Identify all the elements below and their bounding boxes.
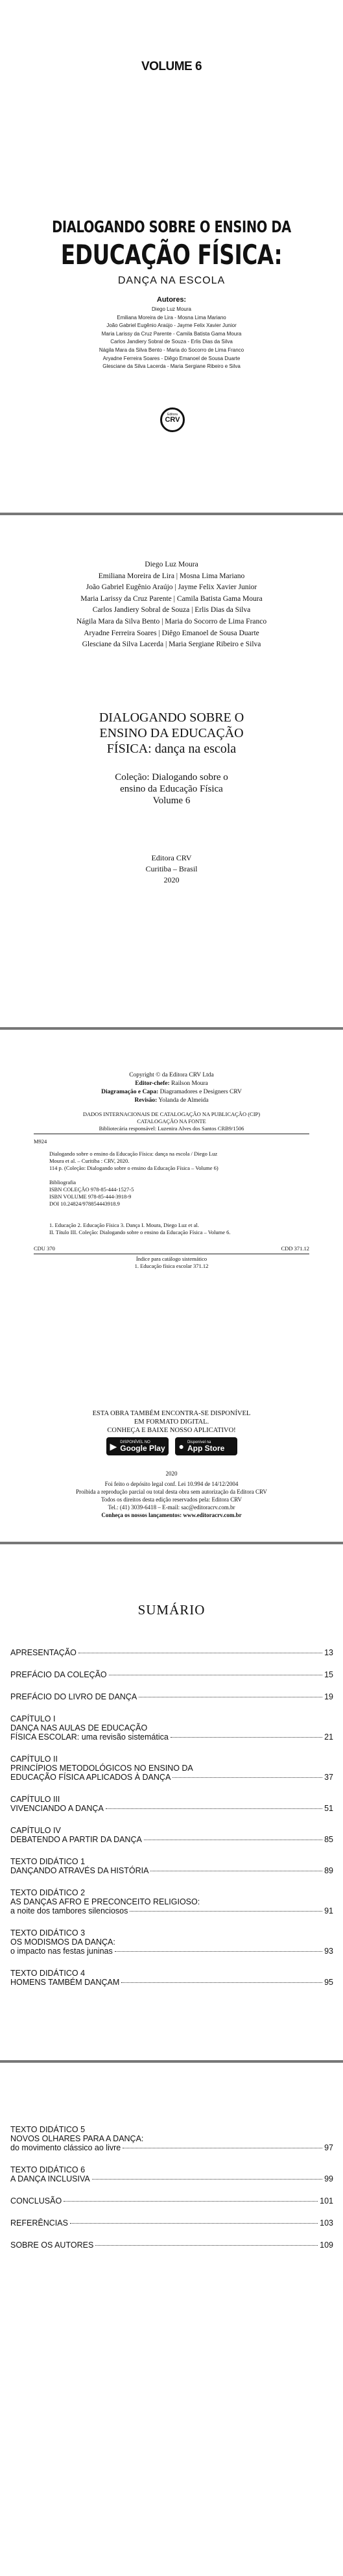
cdd-code: CDD 371.12 <box>281 1245 309 1252</box>
badge-small-text: Disponível na <box>187 1440 211 1444</box>
toc-entry[interactable] <box>10 2241 333 2250</box>
author-line: Aryadne Ferreira Soares - Diêgo Emanoel de Sousa Duarte <box>102 355 241 361</box>
copyright-line: Copyright © da Editora CRV Ltda <box>129 1072 214 1078</box>
toc-label: CAPÍTULO III <box>10 1795 60 1804</box>
toc-label: CAPÍTULO I <box>10 1714 56 1723</box>
toc-entry[interactable] <box>10 1648 333 1657</box>
author-line: Nágila Mara da Silva Bento - Maria do Socorro de Lima Franco <box>99 346 244 353</box>
toc-entry[interactable] <box>10 1857 333 1875</box>
catalog-header-line: CATALOGAÇÃO NA FONTE <box>137 1118 206 1124</box>
catalog-line: II. Título III. Coleção: Dialogando sobre o ensino da Educação Física – Volume 6. <box>49 1229 231 1235</box>
toc-label: TEXTO DIDÁTICO 5 <box>10 2125 86 2134</box>
author-line: Diego Luz Moura <box>145 561 198 568</box>
toc-label: HOMENS TAMBÉM DANÇAM <box>10 1978 120 1987</box>
toc-page-number: 19 <box>324 1692 333 1701</box>
toc-page-number: 51 <box>324 1804 333 1813</box>
catalog-record <box>34 1111 309 1270</box>
catalog-line: DOI 10.24824/978854443918.9 <box>49 1200 120 1207</box>
app-store-badges <box>0 1437 343 1455</box>
title-line: DIALOGANDO SOBRE O <box>99 711 244 725</box>
toc-page-number: 21 <box>324 1732 333 1742</box>
authors-list <box>0 559 343 651</box>
author-line: Carlos Jandiery Sobral de Souza | Erlis Dias da Silva <box>92 606 251 614</box>
legal-info <box>0 1470 343 1519</box>
toc-list <box>10 2125 333 2263</box>
dot-leader <box>64 2201 318 2202</box>
toc-entry[interactable] <box>10 1795 333 1813</box>
toc-label: CONCLUSÃO <box>10 2196 62 2205</box>
classification-row <box>34 1245 309 1252</box>
publisher-line: Editora CRV <box>151 853 192 862</box>
year-line: 2020 <box>165 1470 178 1477</box>
toc-page-number: 97 <box>324 2143 333 2152</box>
author-line: João Gabriel Eugênio Araújo - Jayme Felix Xavier Junior <box>106 322 237 329</box>
toc-page-number: 103 <box>320 2218 333 2228</box>
toc-label: VIVENCIANDO A DANÇA <box>10 1804 104 1813</box>
design-line <box>0 1088 343 1097</box>
dot-leader <box>92 2179 322 2180</box>
catalog-line: Dialogando sobre o ensino da Educação Física: dança na escola / Diego Luz <box>49 1150 218 1157</box>
title-line: ENSINO DA EDUCAÇÃO <box>99 726 244 740</box>
author-line: Diego Luz Moura <box>152 306 191 312</box>
author-line: João Gabriel Eugênio Araújo | Jayme Felix Xavier Junior <box>86 583 257 592</box>
toc-entry[interactable] <box>10 2218 333 2228</box>
toc-label: TEXTO DIDÁTICO 4 <box>10 1969 86 1978</box>
digital-notice <box>0 1409 343 1435</box>
catalog-header-line: DADOS INTERNACIONAIS DE CATALOGAÇÃO NA PUBLICAÇÃO (CIP) <box>82 1111 261 1117</box>
toc-page-number: 95 <box>324 1978 333 1987</box>
author-line: Glesciane da Silva Lacerda | Maria Sergiane Ribeiro e Silva <box>82 640 261 649</box>
legal-line: Proibida a reprodução parcial ou total desta obra sem autorização da Editora CRV <box>76 1488 267 1495</box>
toc-page-number: 13 <box>324 1648 333 1657</box>
editor-line <box>0 1080 343 1088</box>
credits <box>0 1071 343 1105</box>
review-name: Yolanda de Almeida <box>158 1097 209 1104</box>
dot-leader <box>130 1911 322 1912</box>
publisher-info <box>0 853 343 886</box>
review-label: Revisão: <box>134 1097 158 1104</box>
book-title-line1: DIALOGANDO SOBRE O ENSINO DA <box>52 217 291 236</box>
dot-leader <box>106 1808 322 1809</box>
review-line <box>0 1097 343 1105</box>
publisher-line: Curitiba – Brasil <box>145 864 198 873</box>
design-name: Diagramadores e Designers CRV <box>160 1089 242 1095</box>
toc-entry[interactable] <box>10 2196 333 2205</box>
legal-line: Todos os direitos desta edição reservados pela: Editora CRV <box>101 1496 242 1503</box>
title-page <box>0 0 343 513</box>
authors-heading: Autores: <box>156 296 187 304</box>
logo-main-text: CRV <box>165 416 180 424</box>
contact-line: Tel.: (41) 3039-6418 – E-mail: sac@editoracrv.com.br <box>108 1504 235 1511</box>
play-icon: ▶ <box>110 1440 117 1452</box>
toc-label: DANÇA NAS AULAS DE EDUCAÇÃO <box>10 1723 148 1732</box>
toc-label: TEXTO DIDÁTICO 6 <box>10 2165 86 2174</box>
toc-page-continued <box>0 2063 343 2576</box>
author-line: Emiliana Moreira de Lira - Mosna Lima Mariano <box>117 314 226 321</box>
author-line: Glesciane da Silva Lacerda - Maria Sergiane Ribeiro e Silva <box>102 363 241 370</box>
notice-line: EM FORMATO DIGITAL. <box>134 1418 209 1426</box>
toc-label: AS DANÇAS AFRO E PRECONCEITO RELIGIOSO: <box>10 1897 200 1906</box>
dot-leader <box>115 1951 322 1952</box>
publisher-logo <box>160 407 185 432</box>
badge-big-text: Google Play <box>120 1444 165 1453</box>
toc-page-number: 109 <box>320 2241 333 2250</box>
toc-entry[interactable] <box>10 2125 333 2152</box>
toc-page-number: 99 <box>324 2174 333 2183</box>
badge-small-text: DISPONÍVEL NO <box>120 1440 150 1444</box>
apple-icon: ● <box>178 1441 184 1452</box>
toc-label: REFERÊNCIAS <box>10 2218 68 2228</box>
toc-label: EDUCAÇÃO FÍSICA APLICADOS À DANÇA <box>10 1773 171 1782</box>
catalog-body <box>34 1150 309 1236</box>
catalog-line: 114 p. (Coleção: Dialogando sobre o ensino da Educação Física – Volume 6) <box>49 1165 219 1171</box>
toc-label: PRINCÍPIOS METODOLÓGICOS NO ENSINO DA <box>10 1764 193 1773</box>
copyright-page <box>0 1030 343 1542</box>
toc-label: TEXTO DIDÁTICO 3 <box>10 1928 86 1938</box>
toc-page-number: 89 <box>324 1866 333 1875</box>
toc-entry[interactable] <box>10 1928 333 1956</box>
toc-entry[interactable] <box>10 1670 333 1679</box>
toc-entry[interactable] <box>10 1888 333 1915</box>
toc-page-number: 85 <box>324 1835 333 1844</box>
dot-leader <box>171 1737 322 1738</box>
inner-title-page <box>0 515 343 1027</box>
toc-list <box>10 1648 333 2000</box>
catalog-line <box>49 1208 309 1222</box>
index-info <box>34 1256 309 1270</box>
collection-line: Volume 6 <box>152 796 191 806</box>
toc-label: NOVOS OLHARES PARA A DANÇA: <box>10 2134 144 2143</box>
legal-line: Foi feito o depósito legal conf. Lei 10.994 de 14/12/2004 <box>104 1481 239 1487</box>
toc-label: A DANÇA INCLUSIVA <box>10 2174 90 2183</box>
author-line: Nágila Mara da Silva Bento | Maria do Socorro de Lima Franco <box>76 617 267 626</box>
design-label: Diagramação e Capa: <box>101 1089 159 1095</box>
toc-label: o impacto nas festas juninas <box>10 1947 113 1956</box>
app-store-badge[interactable] <box>175 1437 237 1455</box>
toc-entry[interactable] <box>10 1969 333 1987</box>
toc-label: DEBATENDO A PARTIR DA DANÇA <box>10 1835 142 1844</box>
book-title <box>0 710 343 757</box>
toc-entry[interactable] <box>10 2165 333 2183</box>
catalog-line: Bibliografia <box>49 1179 77 1185</box>
book-subtitle: DANÇA NA ESCOLA <box>117 275 226 286</box>
author-line: Maria Larissy da Cruz Parente - Camila Batista Gama Moura <box>101 330 242 337</box>
editor-name: Railson Moura <box>171 1080 208 1087</box>
toc-page-number: 37 <box>324 1773 333 1782</box>
toc-label: PREFÁCIO DA COLEÇÃO <box>10 1670 107 1679</box>
toc-label: TEXTO DIDÁTICO 2 <box>10 1888 86 1897</box>
book-title-line2: EDUCAÇÃO FÍSICA: <box>60 239 283 271</box>
badge-big-text: App Store <box>187 1444 225 1453</box>
catalog-code: M924 <box>34 1138 47 1145</box>
collection-line: ensino da Educação Física <box>120 784 223 794</box>
toc-label: DANÇANDO ATRAVÉS DA HISTÓRIA <box>10 1866 149 1875</box>
author-line: Maria Larissy da Cruz Parente | Camila Batista Gama Moura <box>80 594 263 603</box>
collection-info <box>0 772 343 807</box>
toc-label: APRESENTAÇÃO <box>10 1648 77 1657</box>
toc-entry[interactable] <box>10 1714 333 1742</box>
toc-label: CAPÍTULO II <box>10 1755 58 1764</box>
toc-entry[interactable] <box>10 1692 333 1701</box>
logo-top-text: Editora <box>167 413 178 417</box>
toc-entry[interactable] <box>10 1826 333 1844</box>
toc-entry[interactable] <box>10 1755 333 1782</box>
toc-heading: SUMÁRIO <box>137 1602 206 1618</box>
index-line: 1. Educação física escolar 371.12 <box>134 1263 209 1269</box>
toc-page-number: 101 <box>320 2196 333 2205</box>
toc-page-number: 93 <box>324 1947 333 1956</box>
author-line: Carlos Jandiery Sobral de Souza - Erlis Dias da Silva <box>110 339 233 345</box>
toc-label: do movimento clássico ao livre <box>10 2143 121 2152</box>
editor-label: Editor-chefe: <box>135 1080 170 1087</box>
google-play-badge[interactable] <box>106 1437 169 1455</box>
title-line: FÍSICA: dança na escola <box>106 742 237 756</box>
toc-label: PREFÁCIO DO LIVRO DE DANÇA <box>10 1692 137 1701</box>
authors-list <box>0 306 343 371</box>
toc-label: SOBRE OS AUTORES <box>10 2241 94 2250</box>
volume-label: VOLUME 6 <box>141 60 202 73</box>
dot-leader <box>70 2223 318 2224</box>
author-line: Aryadne Ferreira Soares | Diêgo Emanoel de Sousa Duarte <box>84 629 259 637</box>
publisher-line: 2020 <box>163 875 180 884</box>
toc-label: OS MODISMOS DA DANÇA: <box>10 1938 115 1947</box>
catalog-line: ISBN VOLUME 978-85-444-3918-9 <box>49 1193 132 1200</box>
notice-line: CONHEÇA E BAIXE NOSSO APLICATIVO! <box>107 1427 236 1434</box>
website-line: Conheça os nossos lançamentos: www.editoracrv.com.br <box>101 1512 242 1518</box>
toc-page-number: 91 <box>324 1906 333 1915</box>
author-line: Emiliana Moreira de Lira | Mosna Lima Mariano <box>98 572 245 580</box>
cdu-code: CDU 370 <box>34 1245 55 1252</box>
toc-label: CAPÍTULO IV <box>10 1826 61 1835</box>
collection-line: Coleção: Dialogando sobre o <box>115 772 228 783</box>
catalog-header-line: Bibliotecária responsável: Luzenira Alves dos Santos CRB9/1506 <box>99 1125 244 1132</box>
catalog-line <box>49 1172 309 1179</box>
toc-page-number: 15 <box>324 1670 333 1679</box>
dot-leader <box>95 2245 318 2246</box>
dot-leader <box>172 1777 322 1778</box>
toc-label: FÍSICA ESCOLAR: uma revisão sistemática <box>10 1732 169 1742</box>
catalog-line: 1. Educação 2. Educação Física 3. Dança I. Moura, Diego Luz et al. <box>49 1222 199 1228</box>
catalog-line: Moura et al. – Curitiba : CRV, 2020. <box>49 1158 130 1164</box>
notice-line: ESTA OBRA TAMBÉM ENCONTRA-SE DISPONÍVEL <box>92 1410 251 1417</box>
index-line: Índice para catálogo sistemático <box>136 1256 207 1262</box>
catalog-header <box>34 1111 309 1132</box>
toc-label: a noite dos tambores silenciosos <box>10 1906 128 1915</box>
catalog-line: ISBN COLEÇÃO 978-85-444-1527-5 <box>49 1186 134 1193</box>
toc-page <box>0 1544 343 2060</box>
toc-label: TEXTO DIDÁTICO 1 <box>10 1857 86 1866</box>
dot-leader <box>121 1982 322 1983</box>
